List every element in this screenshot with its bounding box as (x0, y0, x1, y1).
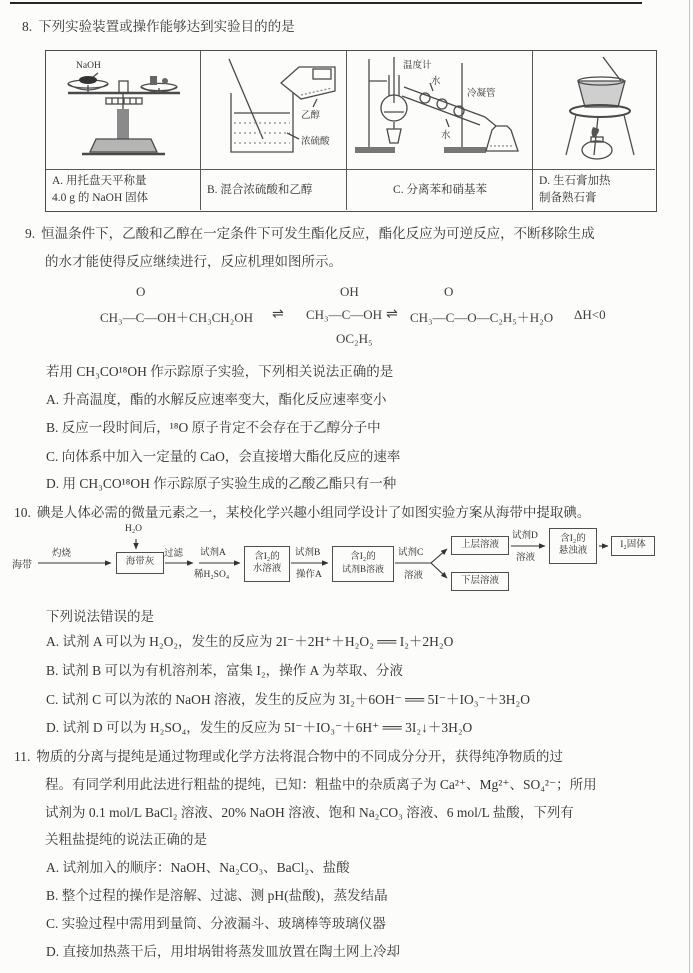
ethanol-label: 乙醇 (301, 111, 321, 121)
flow-label-operation-a: 操作A (296, 570, 322, 580)
equilibrium-arrow-2: ⇌ (386, 306, 397, 322)
question-9-option-c: C. 向体系中加入一定量的 CaO，会直接增大酯化反应的速率 (46, 449, 401, 464)
question-9-stem-line1: 9. 恒温条件下，乙酸和乙醇在一定条件下可发生酯化反应，酯化反应为可逆反应，不断移除生成 (25, 226, 595, 241)
flow-label-water: H₂O (125, 524, 143, 534)
question-10-substem: 下列说法错误的是 (46, 609, 154, 624)
flow-node-iodine-solution: 含I₂的 水溶液 (244, 546, 290, 582)
question-11-stem-line3: 试剂为 0.1 mol/L BaCl₂ 溶液、20% NaOH 溶液、饱和 Na₂CO₃ 溶液、6 mol/L 盐酸，下列有 (45, 805, 574, 820)
question-10-option-a: A. 试剂 A 可以为 H₂O₂，发生的反应为 2I⁻＋2H⁺＋H₂O₂ ══ I₂＋2H₂O (46, 634, 454, 649)
label-option-c: C. 分离苯和硝基苯 (347, 169, 533, 210)
sulfuric-acid-label: 浓硫酸 (301, 137, 330, 147)
question-9-stem-line2: 的水才能使得反应继续进行，反应机理如图所示。 (45, 254, 342, 269)
flow-label-burn: 灼烧 (52, 549, 72, 559)
apparatus-cell-c (347, 51, 533, 169)
question-9-option-d: D. 用 CH₃CO¹⁸OH 作示踪原子实验生成的乙酸乙酯只有一种 (46, 476, 397, 491)
question-11-option-b: B. 整个过程的操作是溶解、过滤、测 pH(盐酸)，蒸发结晶 (46, 888, 388, 903)
question-10-option-d: D. 试剂 D 可以为 H₂SO₄，发生的反应为 5I⁻＋IO₃⁻＋6H⁺ ══ 3I₂↓＋3H₂O (46, 720, 473, 735)
condenser-label: 冷凝管 (467, 89, 496, 99)
question-11-stem-line4: 关粗盐提纯的说法正确的是 (45, 832, 207, 847)
question-9-option-b: B. 反应一段时间后，¹⁸O 原子肯定不会存在于乙醇分子中 (46, 420, 381, 435)
flow-label-reagent-d: 试剂D (512, 531, 538, 541)
thermometer-label: 温度计 (403, 61, 432, 71)
apparatus-table (45, 50, 657, 212)
reactants: CH₃—C—OH＋CH₃CH₂OH (100, 310, 253, 325)
naoh-label: NaOH (76, 61, 101, 71)
label-option-d: D. 生石膏加热 制备熟石膏 (533, 169, 655, 210)
iodine-extraction-flowchart (0, 520, 693, 606)
question-10-option-b: B. 试剂 B 可以为有机溶剂苯，富集 I₂，操作 A 为萃取、分液 (46, 663, 403, 678)
question-11-option-d: D. 直接加热蒸干后，用坩埚钳将蒸发皿放置在陶土网上冷却 (46, 944, 400, 959)
products: CH₃—C—O—C₂H₅＋H₂O (410, 310, 554, 325)
flow-label-filter: 过滤 (164, 549, 184, 559)
question-11-stem-line1: 11. 物质的分离与提纯是通过物理或化学方法将混合物中的不同成分分开，获得纯净物质的过 (14, 749, 563, 764)
flow-label-solution-d: 溶液 (516, 553, 536, 563)
crucible-heating-diagram (533, 51, 655, 169)
question-number: 10. (14, 505, 31, 520)
apparatus-cell-d (533, 51, 655, 169)
reaction-mechanism-equation (0, 281, 693, 355)
enthalpy-note: ΔH<0 (574, 307, 606, 322)
flow-node-iodine-solid: I₂固体 (611, 536, 655, 556)
water-out-label: 水 (441, 131, 451, 141)
question-11-option-a: A. 试剂加入的顺序：NaOH、Na₂CO₃、BaCl₂、盐酸 (46, 860, 350, 875)
question-9-option-a: A. 升高温度，酯的水解反应速率变大，酯化反应速率变小 (46, 392, 387, 407)
flow-start-kelp: 海带 (12, 560, 32, 571)
question-number: 11. (14, 749, 31, 764)
flow-label-reagent-b: 试剂B (295, 548, 321, 558)
carbonyl-oxygen-right: O (444, 284, 454, 299)
intermediate: CH₃—C—OH (306, 307, 383, 322)
equilibrium-arrow: ⇌ (272, 306, 283, 322)
question-10-option-c: C. 试剂 C 可以为浓的 NaOH 溶液，发生的反应为 3I₂＋6OH⁻ ══ 5I⁻＋IO₃⁻＋3H₂O (46, 692, 530, 707)
water-in-label: 水 (431, 77, 441, 87)
question-10-stem: 10. 碘是人体必需的微量元素之一，某校化学兴趣小组同学设计了如图实验方案从海带中提取碘。 (14, 505, 591, 520)
label-option-b: B. 混合浓硫酸和乙醇 (201, 169, 347, 210)
question-9-stem-line3: 若用 CH₃CO¹⁸OH 作示踪原子实验，下列相关说法正确的是 (46, 364, 394, 379)
flow-label-dilute-acid: 稀H₂SO₄ (194, 570, 230, 580)
flow-node-lower-layer: 下层溶液 (451, 572, 509, 591)
hydroxyl-top: OH (340, 284, 359, 299)
question-8-stem: 8. 下列实验装置或操作能够达到实验目的的是 (22, 19, 295, 34)
apparatus-cell-a (46, 51, 201, 169)
flow-node-reagent-b-solution: 含I₂的 试剂B溶液 (332, 546, 394, 582)
scan-edge-line-right (689, 0, 690, 973)
flow-node-upper-layer: 上层溶液 (451, 536, 509, 555)
question-number: 9. (25, 226, 36, 241)
ethoxy-group: OC₂H₅ (336, 331, 373, 346)
carbonyl-oxygen: O (136, 284, 146, 299)
flow-label-reagent-c: 试剂C (398, 548, 424, 558)
flow-node-kelp-ash: 海带灰 (116, 552, 164, 574)
question-number: 8. (22, 19, 33, 34)
distillation-diagram (347, 51, 533, 169)
question-11-option-c: C. 实验过程中需用到量筒、分液漏斗、玻璃棒等玻璃仪器 (46, 916, 386, 931)
apparatus-cell-b (201, 51, 347, 169)
flow-label-solution-c: 溶液 (404, 571, 424, 581)
pan-balance-diagram (46, 51, 201, 169)
scan-edge-line (10, 2, 642, 4)
question-11-stem-line2: 程。有同学利用此法进行粗盐的提纯，已知：粗盐中的杂质离子为 Ca²⁺、Mg²⁺、SO₄²⁻；所用 (45, 777, 597, 792)
mixing-beaker-diagram (201, 51, 347, 169)
flow-node-suspension: 含I₂的 悬浊液 (549, 528, 597, 564)
label-option-a: A. 用托盘天平称量 4.0 g 的 NaOH 固体 (46, 169, 201, 210)
flow-label-reagent-a: 试剂A (200, 548, 226, 558)
